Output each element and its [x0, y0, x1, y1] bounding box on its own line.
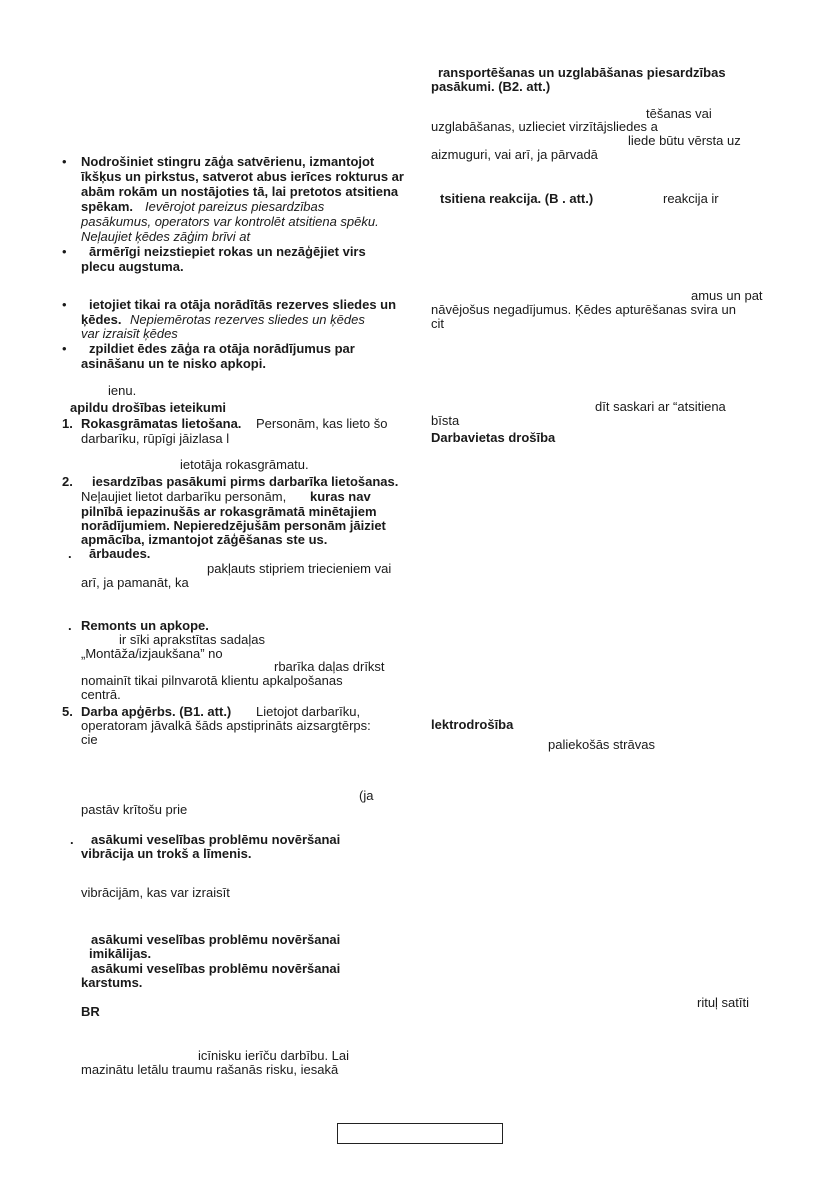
list-number: .	[68, 546, 72, 561]
bullet-text: asināšanu un te nisko apkopi.	[81, 356, 266, 371]
list-number: .	[70, 832, 74, 847]
bullet-text-italic: Neļaujiet ķēdes zāģim brīvi at	[81, 229, 251, 244]
bullet-text-italic: Nepiemērotas rezerves sliedes un ķēdes	[130, 312, 365, 327]
paragraph-text: rituļ satīti	[697, 995, 750, 1010]
section-heading: tsitiena reakcija. (B . att.)	[440, 191, 594, 206]
paragraph-text: icīnisku ierīču darbību. Lai	[198, 1048, 350, 1063]
list-item-title: Remonts un apkope.	[81, 618, 209, 633]
paragraph-text: cit	[431, 316, 444, 331]
paragraph-text: liede būtu vērsta uz	[628, 133, 741, 148]
paragraph-text: aizmuguri, vai arī, ja pārvadā	[431, 147, 598, 162]
list-number: 1.	[62, 416, 73, 431]
list-item-text: vibrācijām, kas var izraisīt	[81, 885, 230, 900]
list-item-text: cie	[81, 732, 98, 747]
bullet-text: abām rokām un nostājoties tā, lai pretotos atsitiena	[81, 184, 399, 199]
paragraph-text: bīsta	[431, 413, 460, 428]
subheading: BR	[81, 1004, 100, 1019]
list-item-text: ir sīki aprakstītas sadaļas	[119, 632, 265, 647]
list-item-text: Neļaujiet lietot darbarīku personām,	[81, 489, 287, 504]
bullet-text-italic: pasākumus, operators var kontrolēt atsitiena spēku.	[81, 214, 379, 229]
list-item-title: iesardzības pasākumi pirms darbarīka lietošanas.	[92, 474, 399, 489]
list-number: 5.	[62, 704, 73, 719]
list-item-title: vibrācija un trokš a līmenis.	[81, 846, 252, 861]
list-item-title: asākumi veselības problēmu novēršanai	[91, 961, 341, 976]
list-number: 2.	[62, 474, 73, 489]
section-heading: lektrodrošība	[431, 717, 514, 732]
list-item-text-bold: pilnībā iepazinušās ar rokasgrāmatā minētajiem	[81, 504, 377, 519]
bullet-text: Nodrošiniet stingru zāģa satvērienu, izmantojot	[81, 154, 375, 169]
paragraph-text: mazinātu letālu traumu rašanās risku, iesakā	[81, 1062, 339, 1077]
bullet-text: zpildiet ēdes zāģa ra otāja norādījumus par	[89, 341, 355, 356]
paragraph-text: amus un pat	[691, 288, 763, 303]
bullet-text: ārmērīgi neizstiepiet rokas un nezāģējiet virs	[89, 244, 366, 259]
bullet-text: plecu augstuma.	[81, 259, 184, 274]
list-item-text-bold: apmācība, izmantojot zāģēšanas ste us.	[81, 532, 328, 547]
list-item-text: rbarīka daļas drīkst	[274, 659, 385, 674]
list-item-title: imikālijas.	[89, 946, 152, 961]
paragraph-text: paliekošās strāvas	[548, 737, 655, 752]
bullet-text-bold: spēkam.	[81, 199, 134, 214]
list-item-text: (ja	[359, 788, 374, 803]
paragraph-text: dīt saskari ar “atsitiena	[595, 399, 726, 414]
section-heading: pasākumi. (B2. att.)	[431, 79, 551, 94]
paragraph-fragment: ienu.	[108, 383, 137, 398]
paragraph-text: tēšanas vai	[646, 106, 712, 121]
list-item-title: asākumi veselības problēmu novēršanai	[91, 932, 341, 947]
list-item-text: ietotāja rokasgrāmatu.	[180, 457, 309, 472]
list-item-title: Darba apģērbs. (B1. att.)	[81, 704, 232, 719]
bullet: •	[62, 341, 67, 356]
list-item-text: centrā.	[81, 687, 121, 702]
list-item-title: asākumi veselības problēmu novēršanai	[91, 832, 341, 847]
paragraph-text: reakcija ir	[663, 191, 719, 206]
section-heading: apildu drošības ieteikumi	[70, 400, 227, 415]
bullet: •	[62, 154, 67, 169]
bullet: •	[62, 244, 67, 259]
list-item-title: karstums.	[81, 975, 143, 990]
bullet-text: īkšķus un pirkstus, satverot abus ierīces rokturus ar	[81, 169, 404, 184]
bullet-text: ietojiet tikai ra otāja norādītās rezerves sliedes un	[89, 297, 397, 312]
bullet-text-italic: var izraisīt ķēdes	[81, 326, 178, 341]
bullet: •	[62, 297, 67, 312]
bullet-text-bold: ķēdes.	[81, 312, 122, 327]
list-number: .	[68, 618, 72, 633]
list-item-text: operatoram jāvalkā šāds apstiprināts aizsargtērps:	[81, 718, 371, 733]
list-item-title: Rokasgrāmatas lietošana.	[81, 416, 242, 431]
bullet-text-italic: Ievērojot pareizus piesardzības	[145, 199, 325, 214]
list-item-text: Lietojot darbarīku,	[256, 704, 361, 719]
list-item-text: pakļauts stipriem triecieniem vai	[207, 561, 392, 576]
list-item-text: nomainīt tikai pilnvarotā klientu apkalpošanas	[81, 673, 343, 688]
list-item-text: arī, ja pamanāt, ka	[81, 575, 189, 590]
list-item-text-bold: norādījumiem. Nepieredzējušām personām jāiziet	[81, 518, 386, 533]
list-item-title: ārbaudes.	[89, 546, 151, 561]
section-heading: ransportēšanas un uzglabāšanas piesardzības	[438, 65, 726, 80]
section-heading: Darbavietas drošība	[431, 430, 556, 445]
list-item-text-bold: kuras nav	[310, 489, 371, 504]
list-item-text: Personām, kas lieto šo	[256, 416, 388, 431]
list-item-text: „Montāža/izjaukšana” no	[81, 646, 223, 661]
list-item-text: pastāv krītošu prie	[81, 802, 188, 817]
page-footer-box	[337, 1123, 503, 1144]
list-item-text: darbarīku, rūpīgi jāizlasa l	[81, 431, 230, 446]
paragraph-text: nāvējošus negadījumus. Ķēdes apturēšanas svira un	[431, 302, 736, 317]
paragraph-text: uzglabāšanas, uzlieciet virzītājsliedes a	[431, 119, 658, 134]
